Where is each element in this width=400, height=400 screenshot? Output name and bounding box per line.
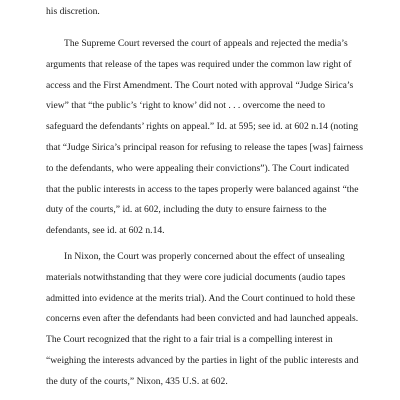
- text-line: In Nixon, the Court was properly concerned about the effect of unsealing: [64, 251, 345, 262]
- text-line: materials notwithstanding that they were core judicial documents (audio tapes: [46, 271, 346, 283]
- paragraph-continuation: [46, 2, 366, 23]
- text-line: concerns even after the defendants had been convicted and had launched appeals.: [46, 313, 359, 325]
- text-line: his discretion.: [46, 6, 100, 17]
- text-line: access and the First Amendment. The Court noted with approval “Judge Sirica’s: [46, 79, 354, 91]
- text-line: that the public interests in access to the tapes properly were balanced against “the: [46, 183, 359, 195]
- text-line: the duty of the courts,” Nixon, 435 U.S. at 602.: [46, 375, 228, 387]
- text-line: that “Judge Sirica’s principal reason for refusing to release the tapes [was] fairness: [46, 141, 364, 153]
- text-line: to the defendants, who were appealing their convictions”). The Court indicated: [46, 162, 349, 174]
- text-line: “weighing the interests advanced by the parties in light of the public interests and: [46, 354, 359, 366]
- paragraph-supreme-court-reversal: [46, 34, 366, 242]
- text-line: view” that “the public’s ‘right to know’ did not . . . overcome the need to: [46, 100, 326, 112]
- text-line: safeguard the defendants’ rights on appeal.” Id. at 595; see id. at 602 n.14 (noting: [46, 121, 359, 133]
- text-line: duty of the courts,” id. at 602, including the duty to ensure fairness to the: [46, 204, 327, 216]
- text-line: The Court recognized that the right to a fair trial is a compelling interest in: [46, 334, 333, 346]
- paragraph-nixon-concern: [46, 247, 366, 393]
- text-line: arguments that release of the tapes was required under the common law right of: [46, 58, 352, 70]
- text-line: admitted into evidence at the merits trial). And the Court continued to hold these: [46, 292, 356, 304]
- text-line: defendants, see id. at 602 n.14.: [46, 225, 165, 237]
- text-line: The Supreme Court reversed the court of appeals and rejected the media’s: [64, 38, 348, 49]
